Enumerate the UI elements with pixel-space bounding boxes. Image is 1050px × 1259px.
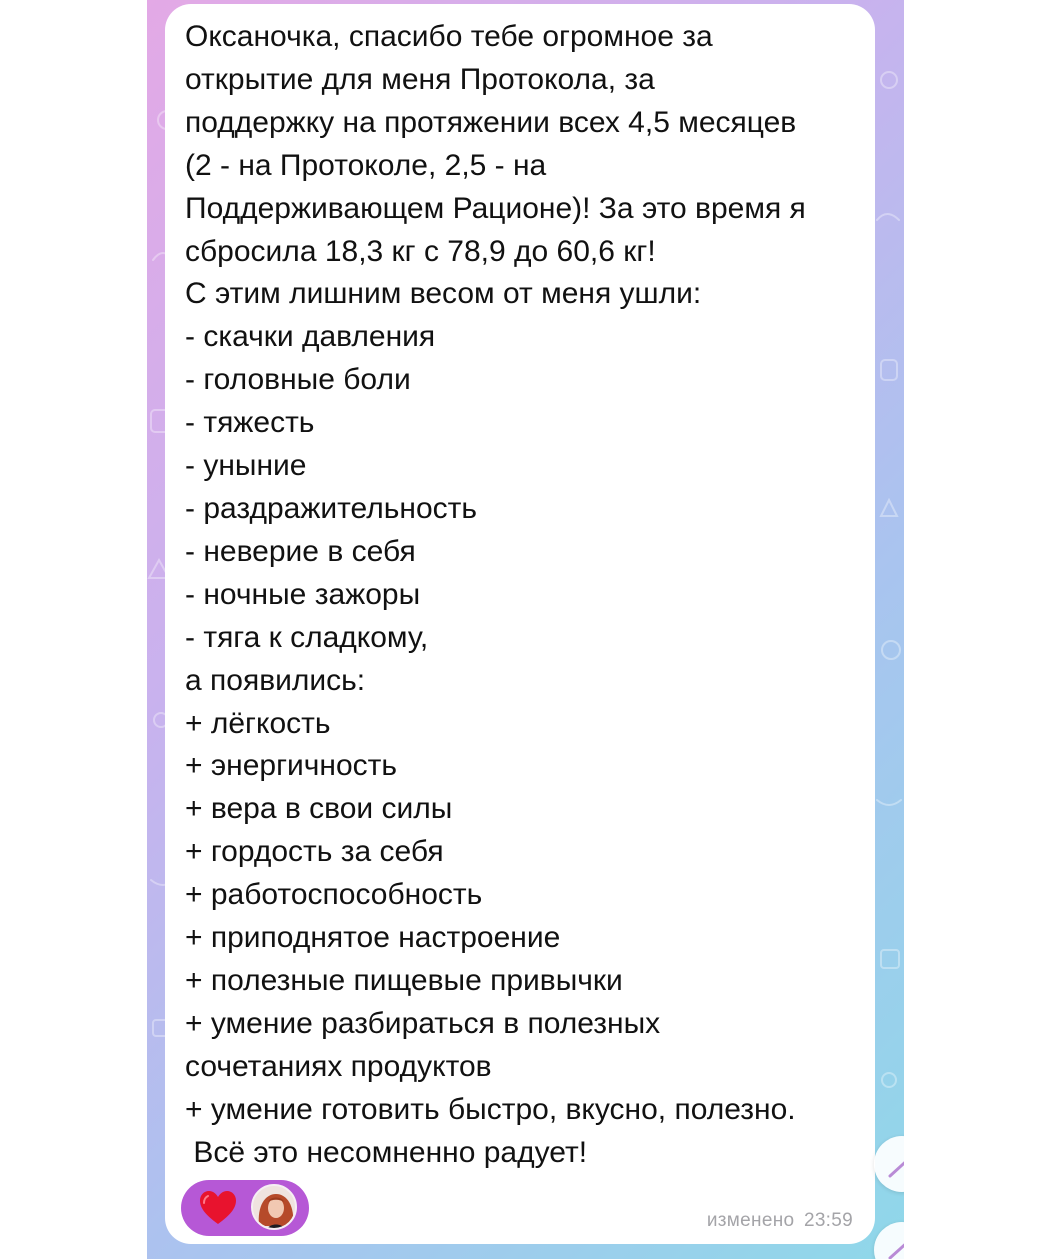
message-text: Оксаночка, спасибо тебе огромное за открытие для меня Протокола, за поддержку на протяжении всех 4,5 месяцев (2 - на Протоколе, 2,5 - на Поддерживающем Рационе)! За это время я сбросила 18,3 кг с 78,9 до 60,6 кг! С этим лишним весом от меня ушли: - скачки давления - головные боли - тяжесть - уныние - раздражительность - неверие в себя - ночные зажоры - тяга к сладкому, а появились: + лёгкость + энергичность + вера в свои силы + гордость за себя + работоспособность + приподнятое настроение + полезные пищевые привычки + умение разбираться в полезных сочетаниях продуктов + умение готовить быстро, вкусно, полезно. Всё это несомненно радует! — [185, 20, 806, 1169]
heart-icon — [199, 1190, 237, 1226]
message-time: 23:59 — [803, 1210, 853, 1231]
share-icon — [882, 1144, 904, 1184]
reaction-badge[interactable] — [181, 1180, 309, 1236]
edited-label: изменено — [706, 1210, 795, 1231]
chat-screen — [147, 0, 904, 1259]
arrow-icon — [882, 1230, 904, 1259]
message-meta — [703, 1210, 853, 1232]
message-bubble[interactable] — [165, 4, 875, 1244]
reactor-avatar — [251, 1184, 297, 1230]
